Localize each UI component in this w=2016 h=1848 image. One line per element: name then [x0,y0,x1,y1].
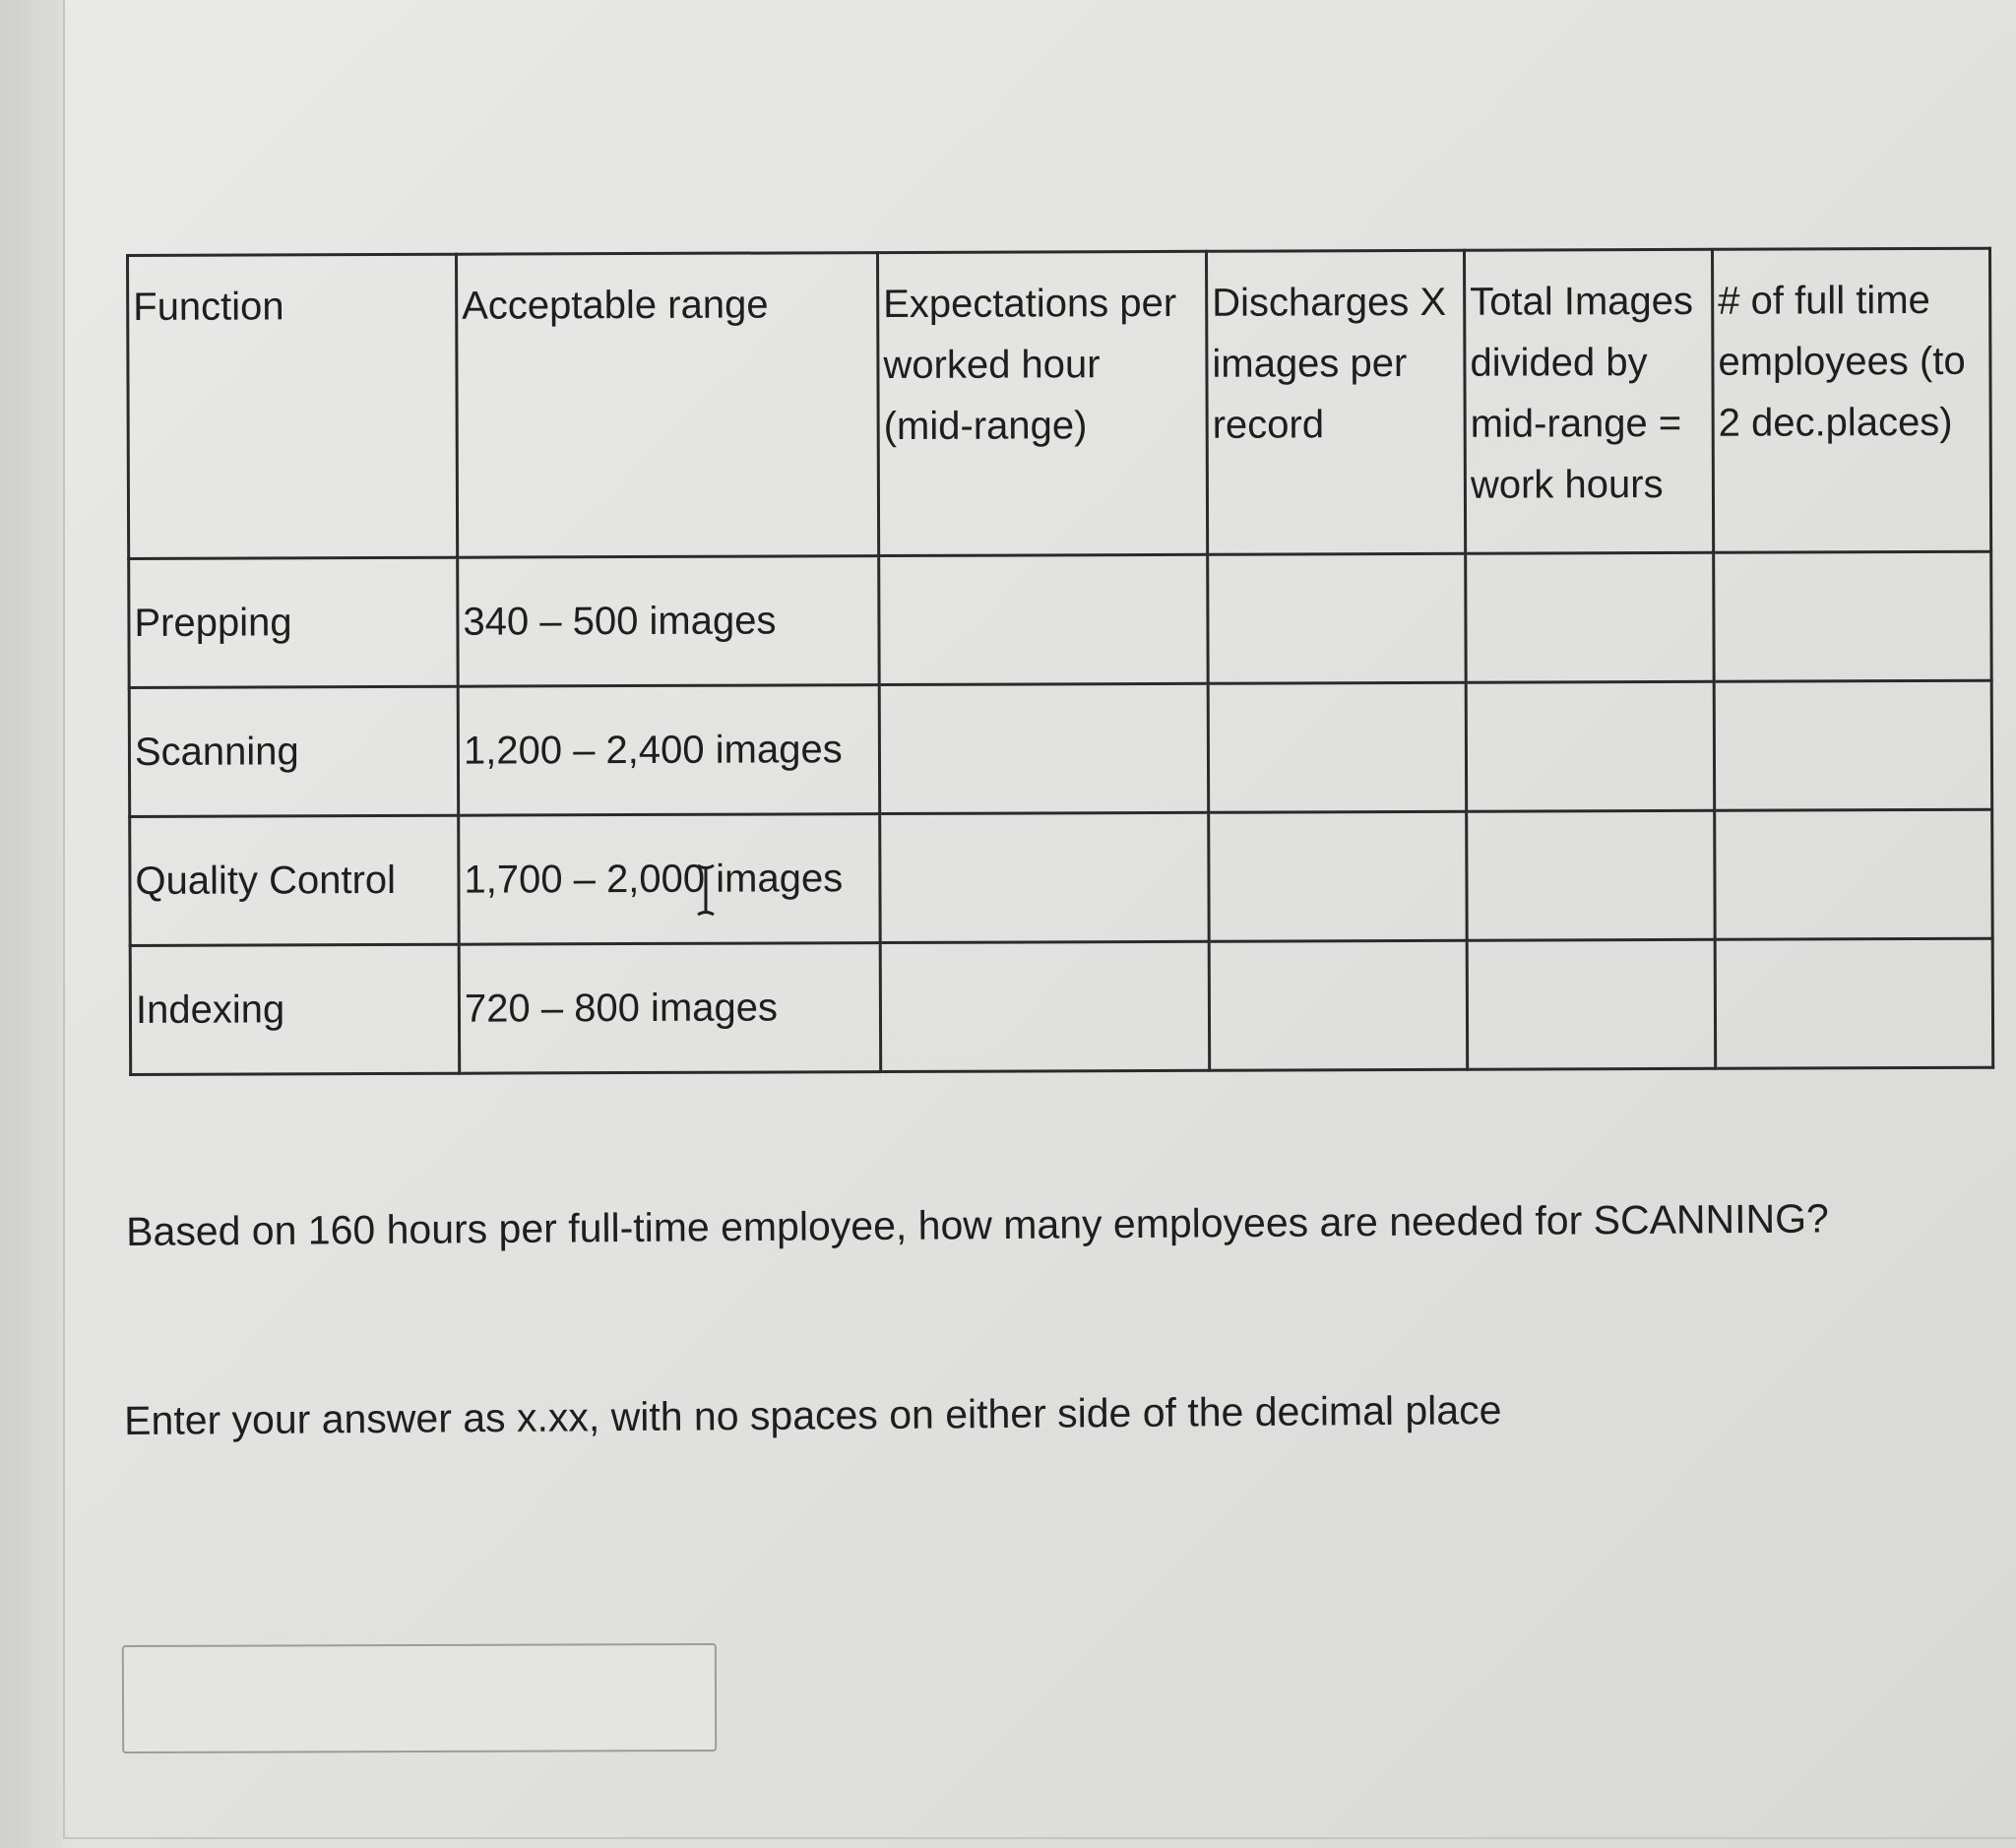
cell-empty [1714,551,1992,681]
cell-empty [880,812,1210,942]
cell-empty [1467,810,1716,940]
header-discharges-x-images [1206,250,1465,554]
function-label: Prepping [134,601,292,645]
header-line: employees (to [1718,339,1966,384]
cell-range [458,556,879,687]
cell-empty [1714,680,1992,810]
header-function [128,254,458,558]
range-value: 720 – 800 images [464,986,779,1031]
screen-left-edge [0,0,63,1848]
function-label: Scanning [134,730,299,774]
answer-input[interactable] [122,1643,717,1753]
cell-range [458,685,879,816]
range-value: 1,700 – 2,000 images [464,857,844,902]
header-acceptable-range [457,253,879,558]
cell-empty [1467,939,1716,1069]
header-total-images-work-hours [1464,249,1713,553]
range-value: 340 – 500 images [463,599,777,644]
function-label: Quality Control [135,858,397,903]
cell-range [459,814,880,945]
staffing-table [126,247,1994,1076]
header-line: mid-range = [1470,401,1682,446]
header-expectations-per-hour [878,251,1208,555]
range-value: 1,200 – 2,400 images [463,728,843,773]
header-line: Acceptable range [462,283,769,328]
cell-range [459,943,880,1074]
cell-function [130,944,460,1074]
header-line: # of full time [1718,278,1930,323]
table-row [130,809,1992,945]
cell-empty [1209,811,1468,941]
cell-empty [1208,553,1467,683]
cell-empty [1466,681,1715,811]
answer-instruction: Enter your answer as x.xx, with no spaces on either side of the decimal place [124,1387,1502,1443]
header-line: worked hour [883,343,1101,388]
cell-empty [1715,938,1993,1068]
header-line: divided by [1470,341,1648,385]
header-line: Discharges X [1212,280,1447,325]
cell-function [129,686,459,816]
cell-empty [879,683,1209,813]
function-label: Indexing [135,988,285,1032]
cell-empty [1208,682,1467,812]
table-row [130,938,1992,1074]
cell-empty [1466,552,1715,682]
table-header-row [128,248,1991,558]
cell-empty [879,554,1209,684]
header-line: work hours [1470,463,1664,507]
header-line: Expectations per [883,281,1177,327]
header-full-time-employees [1712,248,1990,552]
cell-function [129,557,459,687]
header-line: images per [1212,342,1408,386]
header-line: Function [133,285,284,329]
header-line: (mid-range) [883,404,1088,449]
question-text: Based on 160 hours per full-time employee, how many employees are needed for SCANNING? [126,1195,1830,1254]
table-row [129,680,1991,816]
header-line: record [1212,403,1325,447]
cell-empty [1715,809,1993,939]
header-line: Total Images [1470,279,1694,324]
cell-empty [880,941,1210,1071]
cell-function [130,815,460,945]
header-line: 2 dec.places) [1718,400,1953,445]
cell-empty [1209,940,1468,1070]
text-cursor-icon [695,862,717,918]
table-row [129,551,1991,687]
